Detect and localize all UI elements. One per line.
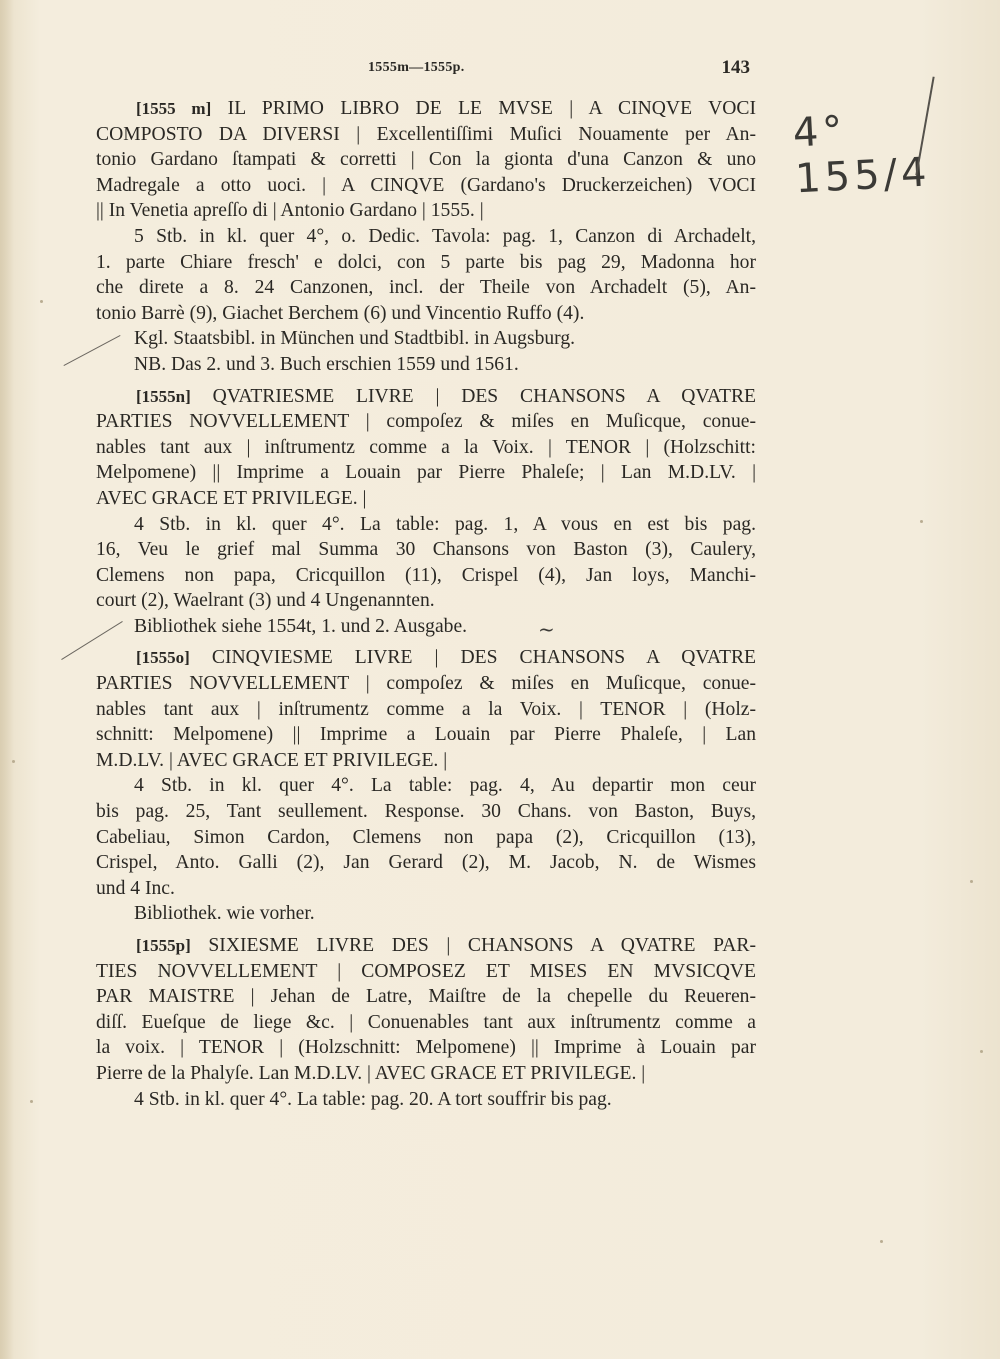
paper-speck — [920, 520, 923, 523]
title-line — [96, 933, 756, 959]
description-line: Clemens non papa, Cricquillon (11), Crispel (4), Jan loys, Manchi- — [96, 564, 756, 586]
title-text: PARTIES NOVVELLEMENT | compoſez & miſes en Muſicque, conue- — [96, 411, 756, 433]
title-line — [96, 435, 756, 461]
entry-siglum: [1555n] — [136, 386, 191, 406]
title-text: la voix. | TENOR | (Holzschnitt: Melpomene) || Imprime à Louain par — [96, 1037, 756, 1059]
handwritten-ref: 4° 155/4 — [791, 107, 932, 203]
catalogue-entry-1555m — [96, 96, 756, 378]
title-text: nables tant aux | inſtrumentz comme a la Voix. | TENOR | (Holz- — [96, 698, 756, 720]
description-line: und 4 Inc. — [96, 877, 175, 899]
title-line — [96, 1010, 756, 1036]
title-text: COMPOSTO DA DIVERSI | Excellentiſſimi Muſici Nouamente per An- — [96, 123, 756, 145]
library-line: Bibliothek. wie vorher. — [134, 903, 315, 925]
entry-siglum: [1555o] — [136, 648, 190, 668]
title-line — [96, 409, 756, 435]
handwritten-shelfmark — [784, 100, 964, 203]
entry-siglum: [1555p] — [136, 936, 191, 955]
title-line — [96, 645, 756, 671]
description-line: 16, Veu le grief mal Summa 30 Chansons von Baston (3), Caulery, — [96, 539, 756, 561]
title-text: schnitt: Melpomene) || Imprime a Louain par Pierre Phaleſe, | Lan — [96, 724, 756, 746]
page-edge-shadow — [0, 0, 14, 1359]
paper-speck — [12, 760, 15, 763]
title-line — [96, 122, 756, 148]
title-text: M.D.LV. | AVEC GRACE ET PRIVILEGE. | — [96, 749, 448, 771]
description-line: 1. parte Chiare fresch' e dolci, con 5 parte bis pag 29, Madonna hor — [96, 251, 756, 273]
catalogue-entry-1555n — [96, 384, 756, 640]
title-text: nables tant aux | inſtrumentz comme a la Voix. | TENOR | (Holzschitt: — [96, 436, 756, 458]
title-line — [96, 697, 756, 723]
running-head — [96, 57, 756, 82]
title-line — [96, 959, 756, 985]
title-line — [96, 198, 756, 224]
note-line: NB. Das 2. und 3. Buch erschien 1559 und 1561. — [134, 353, 519, 375]
title-text: QVATRIESME LIVRE | DES CHANSONS A QVATRE — [190, 385, 756, 407]
title-text: || In Venetia apreſſo di | Antonio Gardano | 1555. | — [96, 200, 484, 222]
title-line — [96, 460, 756, 486]
title-text: Melpomene) || Imprime a Louain par Pierre Phaleſe; | Lan M.D.LV. | — [96, 462, 756, 484]
title-text: CINQVIESME LIVRE | DES CHANSONS A QVATRE — [189, 647, 756, 669]
title-line — [96, 384, 756, 410]
title-text: Madregale a otto uoci. | A CINQVE (Gardano's Druckerzeichen) VOCI — [96, 174, 756, 196]
description-line: che direte a 8. 24 Canzonen, incl. der Theile von Archadelt (5), An- — [96, 277, 756, 299]
description-line: Cabeliau, Simon Cardon, Clemens non papa (2), Cricquillon (13), — [96, 826, 756, 848]
paper-speck — [970, 880, 973, 883]
title-text: AVEC GRACE ET PRIVILEGE. | — [96, 487, 367, 509]
title-text: diſſ. Eueſque de liege &c. | Conuenables tant aux inſtrumentz comme a — [96, 1011, 756, 1033]
paper-speck — [880, 1240, 883, 1243]
title-line — [96, 722, 756, 748]
paper-speck — [980, 1050, 983, 1053]
description-line: 4 Stb. in kl. quer 4°. La table: pag. 1, A vous en est bis pag. — [134, 513, 756, 535]
title-line — [96, 173, 756, 199]
running-title: 1555m—1555p. — [368, 60, 465, 75]
title-text: PARTIES NOVVELLEMENT | compoſez & miſes en Muſicque, conue- — [96, 673, 756, 695]
catalogue-entry-1555p — [96, 933, 756, 1112]
title-line — [96, 984, 756, 1010]
title-line — [96, 486, 756, 512]
description-line: 4 Stb. in kl. quer 4°. La table: pag. 4, Au departir mon ceur — [134, 775, 756, 797]
description-line: court (2), Waelrant (3) und 4 Ungenannten. — [96, 590, 435, 612]
title-line — [96, 147, 756, 173]
title-line — [96, 671, 756, 697]
title-text: IL PRIMO LIBRO DE LE MVSE | A CINQVE VOCI — [211, 98, 757, 119]
description-line: bis pag. 25, Tant seullement. Response. 30 Chans. von Baston, Buys, — [96, 801, 756, 823]
title-text: SIXIESME LIVRE DES | CHANSONS A QVATRE PAR- — [190, 935, 756, 956]
title-text: Pierre de la Phalyſe. Lan M.D.LV. | AVEC GRACE ET PRIVILEGE. | — [96, 1062, 646, 1084]
catalogue-entry-1555o — [96, 645, 756, 927]
description-line: 4 Stb. in kl. quer 4°. La table: pag. 20. A tort souffrir bis pag. — [134, 1088, 612, 1110]
description-line: tonio Barrè (9), Giachet Berchem (6) und Vincentio Ruffo (4). — [96, 302, 585, 324]
paper-speck — [40, 300, 43, 303]
library-line: Bibliothek siehe 1554t, 1. und 2. Ausgabe. — [134, 615, 468, 637]
description-line: Crispel, Anto. Galli (2), Jan Gerard (2), M. Jacob, N. de Wismes — [96, 852, 756, 874]
catalogue-text — [96, 96, 756, 1118]
title-line — [96, 1061, 756, 1087]
title-text: tonio Gardano ſtampati & corretti | Con la gionta d'una Canzon & uno — [96, 149, 756, 171]
title-text: PAR MAISTRE | Jehan de Latre, Maiſtre de la chepelle du Reueren- — [96, 986, 756, 1008]
paper-speck — [30, 1100, 33, 1103]
entry-siglum: [1555 m] — [136, 99, 212, 118]
title-text: TIES NOVVELLEMENT | COMPOSEZ ET MISES EN MVSICQVE — [96, 960, 756, 982]
description-line: 5 Stb. in kl. quer 4°, o. Dedic. Tavola: pag. 1, Canzon di Archadelt, — [134, 225, 756, 247]
library-line: Kgl. Staatsbibl. in München und Stadtbibl. in Augsburg. — [134, 328, 576, 350]
title-line — [96, 1035, 756, 1061]
title-line — [96, 96, 756, 122]
page-number: 143 — [721, 57, 750, 78]
title-line — [96, 748, 756, 774]
pencil-scribble: ~ — [538, 617, 555, 641]
